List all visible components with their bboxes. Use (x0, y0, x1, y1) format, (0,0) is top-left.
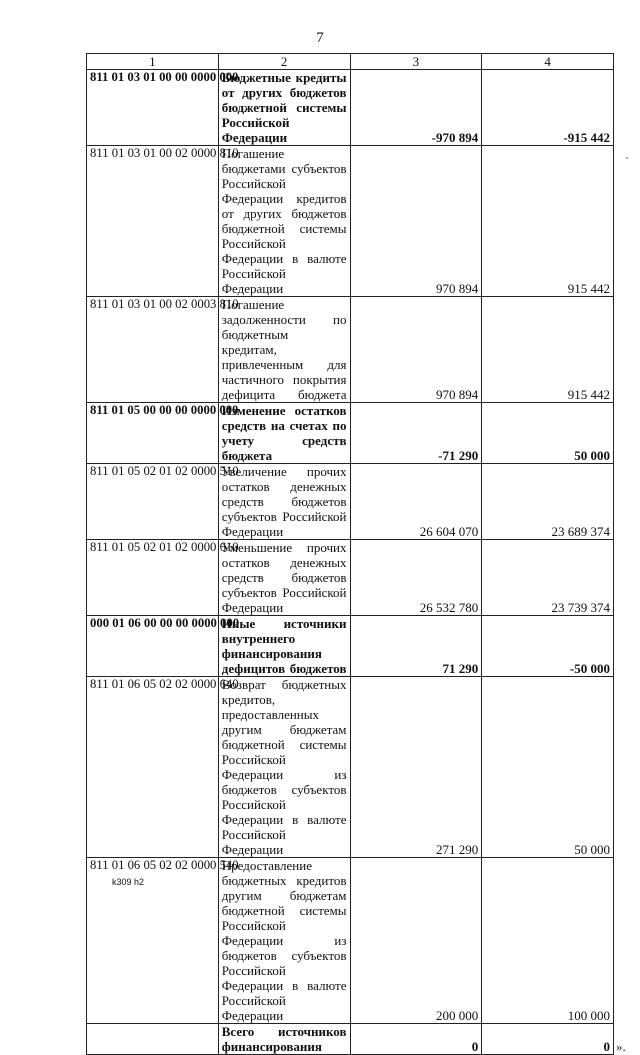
table-row (87, 464, 614, 540)
table-row (87, 677, 614, 858)
budget-code (87, 1024, 219, 1055)
header-col-4: 4 (482, 54, 614, 70)
budget-item-name: Предоставление бюджетных кредитов другим бюджетам бюджетной системы Российской Федерации из бюджетов субъектов Российской Федерации в валюте Российской Федерации (218, 858, 350, 1024)
budget-code: 000 01 06 00 00 00 0000 000 (87, 616, 219, 677)
amount-col-3: 71 290 (350, 616, 482, 677)
header-col-3: 3 (350, 54, 482, 70)
table-row (87, 540, 614, 616)
amount-col-4: 100 000 (482, 858, 614, 1024)
amount-col-4: 50 000 (482, 677, 614, 858)
table-row (87, 297, 614, 403)
budget-code: 811 01 06 05 02 02 0000 540 (87, 858, 219, 1024)
margin-mark: - (625, 150, 629, 164)
budget-code: 811 01 05 02 01 02 0000 510 (87, 464, 219, 540)
amount-col-4: 915 442 (482, 297, 614, 403)
amount-col-3: 0 (350, 1024, 482, 1055)
budget-code: 811 01 03 01 00 02 0003 810 (87, 297, 219, 403)
budget-code: 811 01 03 01 00 00 0000 000 (87, 70, 219, 146)
amount-col-4: 50 000 (482, 403, 614, 464)
amount-col-3: 26 604 070 (350, 464, 482, 540)
amount-col-4: 0 (482, 1024, 614, 1055)
amount-col-3: 271 290 (350, 677, 482, 858)
header-col-1: 1 (87, 54, 219, 70)
budget-item-name: Уменьшение прочих остатков денежных средств бюджетов субъектов Российской Федерации (218, 540, 350, 616)
budget-item-name: Бюджетные кредиты от других бюджетов бюджетной системы Российской Федерации (218, 70, 350, 146)
table-row (87, 70, 614, 146)
amount-col-3: 26 532 780 (350, 540, 482, 616)
footer-code: k309 h2 (112, 877, 145, 887)
budget-code: 811 01 05 02 01 02 0000 610 (87, 540, 219, 616)
amount-col-4: -915 442 (482, 70, 614, 146)
budget-item-name: Погашение задолженности по бюджетным кредитам, привлеченным для частичного покрытия дефицита бюджета (218, 297, 350, 403)
budget-code: 811 01 05 00 00 00 0000 000 (87, 403, 219, 464)
budget-item-name: Погашение бюджетами субъектов Российской Федерации кредитов от других бюджетов бюджетной системы Российской Федерации в валюте Российской Федерации (218, 146, 350, 297)
budget-code: 811 01 03 01 00 02 0000 810 (87, 146, 219, 297)
table-row (87, 403, 614, 464)
amount-col-3: -71 290 (350, 403, 482, 464)
budget-code: 811 01 06 05 02 02 0000 640 (87, 677, 219, 858)
amount-col-3: 970 894 (350, 297, 482, 403)
table-row (87, 858, 614, 1024)
amount-col-4: 915 442 (482, 146, 614, 297)
budget-item-name: Возврат бюджетных кредитов, предоставленных другим бюджетам бюджетной системы Российской Федерации из бюджетов субъектов Российской Федерации в валюте Российской Федерации (218, 677, 350, 858)
table-header-row (87, 54, 614, 70)
table-total-row (87, 1024, 614, 1055)
budget-item-name: Увеличение прочих остатков денежных средств бюджетов субъектов Российской Федерации (218, 464, 350, 540)
budget-item-name: Иные источники внутреннего финансирования дефицитов бюджетов (218, 616, 350, 677)
amount-col-3: -970 894 (350, 70, 482, 146)
amount-col-3: 200 000 (350, 858, 482, 1024)
closing-quote-mark: ». (616, 1039, 626, 1054)
budget-item-name: Всего источников финансирования (218, 1024, 350, 1055)
header-col-2: 2 (218, 54, 350, 70)
table-row (87, 146, 614, 297)
amount-col-3: 970 894 (350, 146, 482, 297)
page-number: 7 (316, 30, 324, 46)
amount-col-4: 23 739 374 (482, 540, 614, 616)
table-row (87, 616, 614, 677)
amount-col-4: -50 000 (482, 616, 614, 677)
budget-item-name: Изменение остатков средств на счетах по учету средств бюджета (218, 403, 350, 464)
amount-col-4: 23 689 374 (482, 464, 614, 540)
